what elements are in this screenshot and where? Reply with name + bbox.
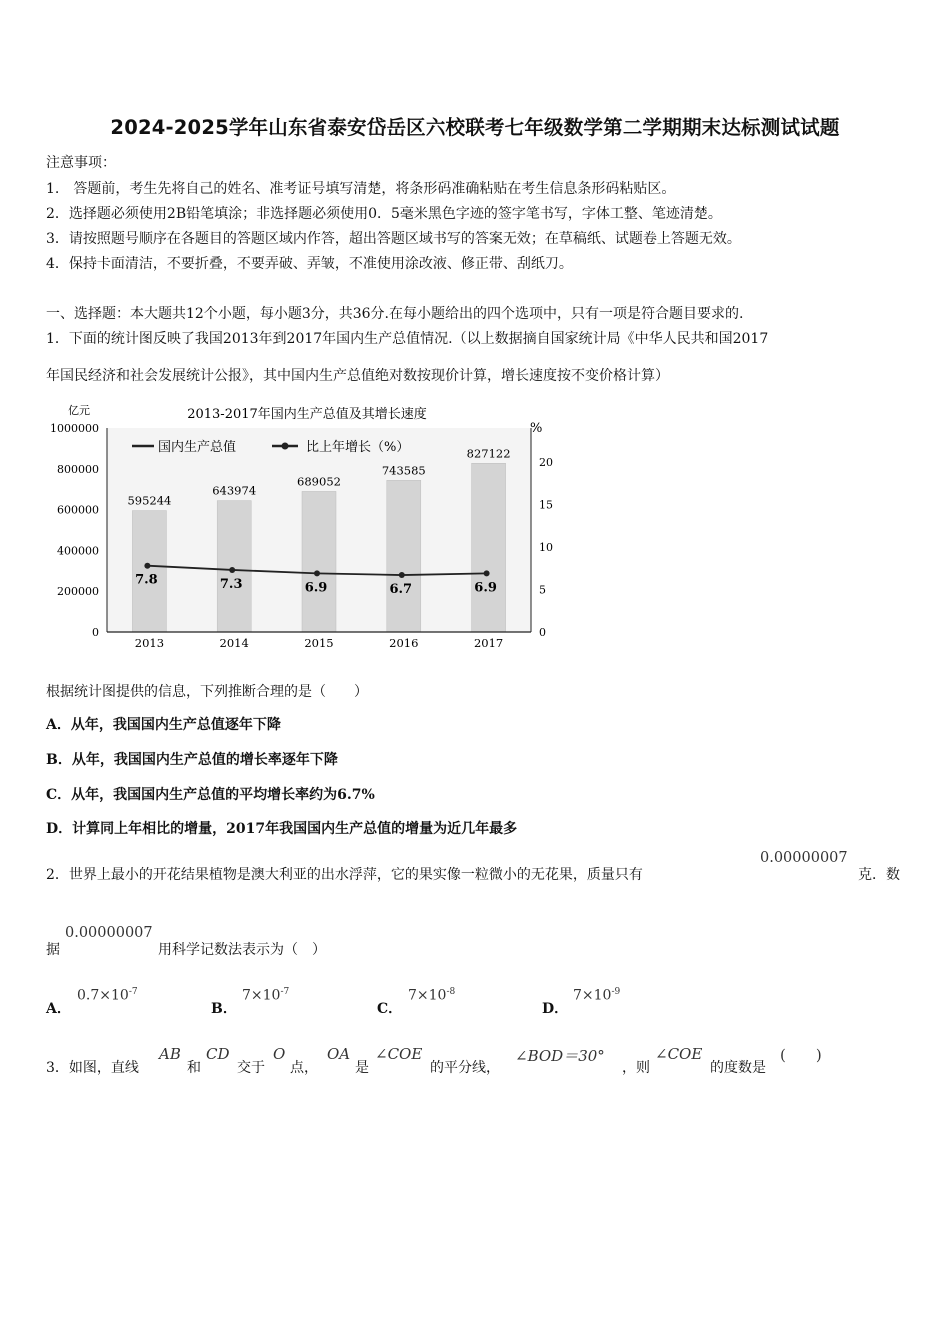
gdp-chart	[44, 398, 554, 658]
q3-angle-bod: ∠BOD＝30°	[515, 1047, 605, 1065]
left-tick-label: 800000	[57, 462, 99, 476]
question-2-text	[46, 864, 643, 884]
left-axis-unit: 亿元	[68, 404, 90, 417]
question-1-stem: 根据统计图提供的信息，下列推断合理的是（ ）	[46, 684, 368, 700]
growth-label: 6.9	[304, 580, 328, 596]
right-tick-label: 5	[539, 583, 546, 597]
x-tick-label: 2013	[134, 636, 165, 650]
x-tick-label: 2014	[219, 636, 249, 650]
q3-angle-coe-2: ∠COE	[655, 1045, 703, 1063]
growth-point	[314, 570, 320, 576]
q2-value-2: 0.00000007	[65, 925, 153, 941]
q3-oa: OA	[327, 1045, 351, 1063]
growth-point	[399, 572, 405, 578]
q2-text-1: 2．世界上最小的开花结果植物是澳大利亚的出水浮萍，它的果实像一粒微小的无花果，质量只有	[46, 867, 643, 883]
q3-part: 和	[187, 1060, 201, 1076]
q2-option-c-label: C．	[377, 1001, 403, 1017]
gdp-bar-label: 827122	[466, 446, 511, 461]
growth-label: 6.9	[474, 580, 497, 596]
gdp-bar-label: 689052	[297, 474, 341, 489]
notice-heading: 注意事项：	[46, 155, 116, 171]
left-tick-label: 1000000	[50, 422, 99, 435]
q2-value: 0.00000007	[760, 850, 848, 866]
option-c[interactable]: C．从年，我国国内生产总值的平均增长率约为6.7%	[46, 787, 375, 803]
gdp-bar-label: 743585	[381, 463, 426, 478]
gdp-bar	[387, 480, 421, 632]
chart-title: 2013-2017年国内生产总值及其增长速度	[187, 407, 427, 422]
growth-label: 7.8	[135, 572, 158, 588]
gdp-bar-label: 643974	[212, 483, 257, 498]
gdp-bar	[302, 491, 336, 632]
left-tick-label: 600000	[57, 503, 99, 517]
q3-part: 的平分线，	[430, 1060, 500, 1076]
q3-answer-paren: ( )	[780, 1046, 822, 1064]
notice-item: 2．选择题必须使用2B铅笔填涂；非选择题必须使用0．5毫米黑色字迹的签字笔书写，字体工整、笔迹清楚。	[46, 206, 722, 222]
q3-cd: CD	[206, 1045, 230, 1063]
left-tick-label: 400000	[57, 544, 99, 558]
right-tick-label: 0	[539, 626, 546, 639]
notice-item: 3．请按照题号顺序在各题目的答题区域内作答，超出答题区域书写的答案无效；在草稿纸、试题卷上答题无效。	[46, 231, 741, 247]
x-tick-label: 2017	[473, 636, 504, 650]
x-tick-label: 2015	[304, 636, 334, 650]
question-1-text: 1．下面的统计图反映了我国2013年到2017年国内生产总值情况.（以上数据摘自国家统计局《中华人民共和国2017	[46, 331, 769, 347]
q2-text-2: 克．数	[858, 867, 900, 883]
q3-part: 3．如图，直线	[46, 1060, 139, 1076]
q2-option-a-value: $0.7\times 10^{-7}$	[77, 987, 138, 1004]
left-tick-label: 200000	[57, 585, 99, 599]
q2-option-b-label: B．	[211, 1001, 237, 1017]
notice-item: 4．保持卡面清洁，不要折叠，不要弄破、弄皱，不准使用涂改液、修正带、刮纸刀。	[46, 256, 573, 272]
gdp-bar	[132, 511, 166, 632]
q2-option-b-value: $7\times 10^{-7}$	[242, 987, 290, 1004]
q2-option-d-value: $7\times 10^{-9}$	[573, 987, 621, 1004]
question-1-text-cont: 年国民经济和社会发展统计公报》，其中国内生产总值绝对数按现价计算，增长速度按不变价格计算）	[46, 368, 669, 384]
question-3	[46, 1043, 926, 1083]
q2-text-3: 据	[46, 942, 60, 958]
right-tick-label: 10	[539, 541, 553, 554]
q2-option-c-value: $7\times 10^{-8}$	[408, 987, 456, 1004]
right-tick-label: 20	[539, 456, 553, 469]
q2-option-d-label: D．	[542, 1001, 569, 1017]
legend-growth: 比上年增长（%）	[306, 440, 410, 455]
growth-label: 7.3	[219, 576, 243, 592]
q3-part: 的度数是	[710, 1060, 766, 1076]
gdp-bar	[472, 463, 506, 632]
q3-angle-coe: ∠COE	[375, 1045, 423, 1063]
option-a[interactable]: A．从年，我国国内生产总值逐年下降	[46, 717, 281, 733]
legend-gdp: 国内生产总值	[158, 440, 237, 455]
gdp-bar	[217, 501, 251, 632]
q2-text-4: 用科学记数法表示为（ ）	[158, 942, 326, 958]
q3-part: 交于	[237, 1060, 265, 1076]
right-tick-label: 15	[539, 498, 553, 512]
option-b[interactable]: B．从年，我国国内生产总值的增长率逐年下降	[46, 752, 338, 768]
growth-point	[144, 563, 150, 569]
option-d[interactable]: D．计算同上年相比的增量，2017年我国国内生产总值的增量为近几年最多	[46, 821, 518, 837]
page-title: 2024-2025学年山东省泰安岱岳区六校联考七年级数学第二学期期末达标测试试题	[110, 116, 840, 139]
right-axis-unit: %	[530, 421, 543, 436]
notice-item: 1. 答题前，考生先将自己的姓名、准考证号填写清楚，将条形码准确粘贴在考生信息条形码粘贴区。	[46, 181, 676, 197]
q3-part: 是	[355, 1060, 369, 1076]
left-tick-label: 0	[92, 626, 99, 639]
q3-ab: AB	[159, 1045, 181, 1063]
section-heading: 一、选择题：本大题共12个小题，每小题3分，共36分.在每小题给出的四个选项中，只有一项是符合题目要求的.	[46, 306, 744, 322]
growth-label: 6.7	[389, 582, 413, 598]
x-tick-label: 2016	[389, 636, 419, 650]
q3-o: O	[273, 1045, 286, 1063]
q3-part: ，则	[622, 1060, 650, 1076]
growth-point	[229, 567, 235, 573]
growth-point	[484, 570, 490, 576]
q2-option-a-label: A．	[46, 1001, 71, 1017]
q3-part: 点，	[290, 1060, 318, 1076]
gdp-bar-label: 595244	[127, 493, 172, 508]
